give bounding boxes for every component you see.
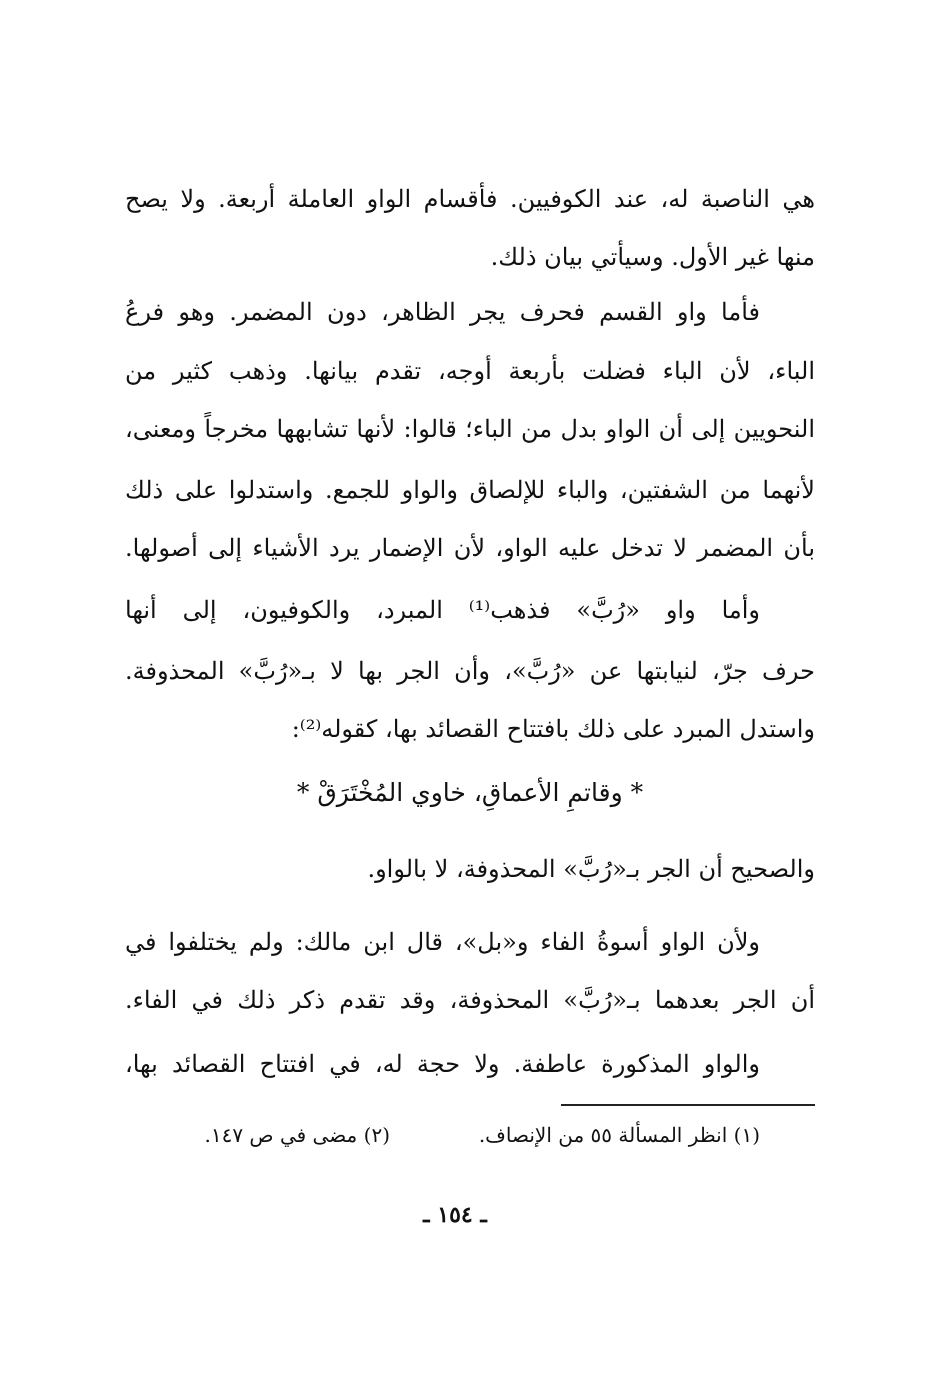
footnote-1: (١) انظر المسألة ٥٥ من الإنصاف. (478, 1123, 760, 1147)
footnote-rule (561, 1104, 815, 1106)
text-line-9: حرف جرّ، لنيابتها عن «رُبَّ»، وأن الجر بها لا بـ«رُبَّ» المحذوفة. (125, 657, 815, 685)
text-line-4: الباء، لأن الباء فضلت بأربعة أوجه، تقدم بيانها. وذهب كثير من (125, 357, 815, 385)
text-line-12: أن الجر بعدهما بـ«رُبَّ» المحذوفة، وقد تقدم ذكر ذلك في الفاء. (125, 986, 815, 1014)
text-line-10: واستدل المبرد على ذلك بافتتاح القصائد بها، كقوله⁽²⁾: (291, 715, 815, 743)
text-line-13: والواو المذكورة عاطفة. ولا حجة له، في افتتاح القصائد بها، (125, 1050, 761, 1078)
text-line-5: النحويين إلى أن الواو بدل من الباء؛ قالوا: لأنها تشابهها مخرجاً ومعنى، (125, 415, 815, 443)
page-number: ـ ١٥٤ ـ (423, 1202, 487, 1228)
footnote-2: (٢) مضى في ص ١٤٧. (204, 1123, 390, 1147)
text-line-6: لأنهما من الشفتين، والباء للإلصاق والواو للجمع. واستدلوا على ذلك (125, 476, 815, 504)
text-line-7: بأن المضمر لا تدخل عليه الواو، لأن الإضمار يرد الأشياء إلى أصولها. (125, 534, 815, 562)
footnotes (170, 1118, 815, 1152)
text-line-11: ولأن الواو أسوةُ الفاء و«بل»، قال ابن مالك: ولم يختلفوا في (125, 928, 760, 956)
verse-line: * وقاتمِ الأعماقِ، خاوي المُخْتَرَقْ * (296, 778, 644, 807)
text-line-2: منها غير الأول. وسيأتي بيان ذلك. (490, 243, 815, 271)
text-line-1: هي الناصبة له، عند الكوفيين. فأقسام الواو العاملة أربعة. ولا يصح (125, 185, 815, 213)
text-line-3: فأما واو القسم فحرف يجر الظاهر، دون المضمر. وهو فرعُ (125, 298, 760, 326)
text-line-after-verse: والصحيح أن الجر بـ«رُبَّ» المحذوفة، لا بالواو. (367, 855, 815, 883)
text-line-8: وأما واو «رُبَّ» فذهب⁽¹⁾ المبرد، والكوفيون، إلى أنها (125, 596, 760, 624)
